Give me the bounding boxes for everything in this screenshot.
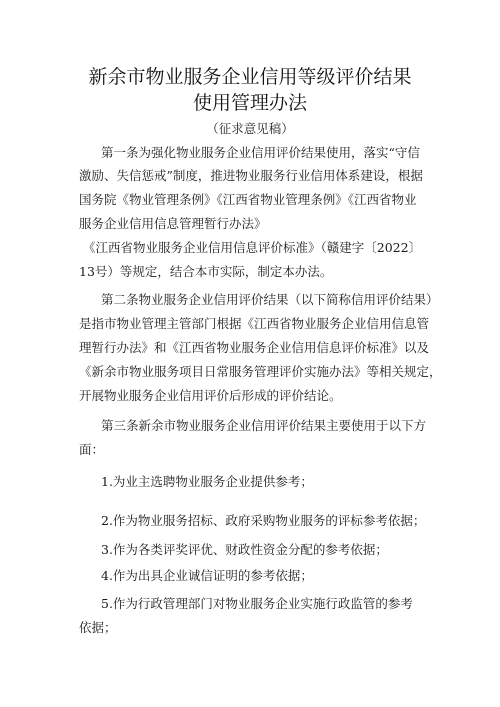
article-3-line-2: 面： <box>79 442 105 457</box>
article-1-line-3: 国务院《物业管理条例》《江西省物业管理条例》《江西省物业 <box>79 192 417 207</box>
article-2-line-4: 《新余市物业服务项目日常服务管理评价实施办法》等相关规定， <box>79 364 442 379</box>
article-1-line-1: 第一条为强化物业服务企业信用评价结果使用，落实“守信 <box>101 145 420 160</box>
article-1-line-5: 《江西省物业服务企业信用信息评价标准》（赣建字〔2022〕 <box>83 240 422 255</box>
article-1-line-6: 13号）等规定，结合本市实际，制定本办法。 <box>79 264 333 279</box>
article-3-line-1: 第三条新余市物业服务企业信用评价结果主要使用于以下方 <box>101 418 427 433</box>
document-title-line-1: 新余市物业服务企业信用等级评价结果 <box>88 66 412 88</box>
article-2-line-3: 理暂行办法》和《江西省物业服务企业信用信息评价标准》以及 <box>79 340 430 355</box>
article-1-line-4: 服务企业信用信息管理暂行办法》 <box>79 216 267 231</box>
article-3-item-2: 2.作为物业服务招标、政府采购物业服务的评标参考依据； <box>101 513 426 528</box>
article-1-line-2: 激励、失信惩戒”制度，推进物业服务行业信用体系建设，根据 <box>79 168 423 183</box>
article-2-line-5: 开展物业服务企业信用评价后形成的评价结论。 <box>79 388 342 403</box>
article-3-item-3: 3.作为各类评奖评优、财政性资金分配的参考依据； <box>101 542 388 557</box>
article-3-item-5-line-1: 5.作为行政管理部门对物业服务企业实施行政监管的参考 <box>101 596 413 611</box>
document-title-line-2: 使用管理办法 <box>192 92 307 114</box>
article-3-item-4: 4.作为出具企业诚信证明的参考依据； <box>101 568 313 583</box>
document-subtitle: （征求意见稿） <box>206 121 294 136</box>
article-2-line-1: 第二条物业服务企业信用评价结果（以下简称信用评价结果） <box>101 292 439 307</box>
article-2-line-2: 是指市物业管理主管部门根据《江西省物业服务企业信用信息管 <box>79 316 430 331</box>
article-3-item-1: 1.为业主选聘物业服务企业提供参考； <box>101 474 313 489</box>
article-3-item-5-line-2: 依据； <box>79 620 117 635</box>
